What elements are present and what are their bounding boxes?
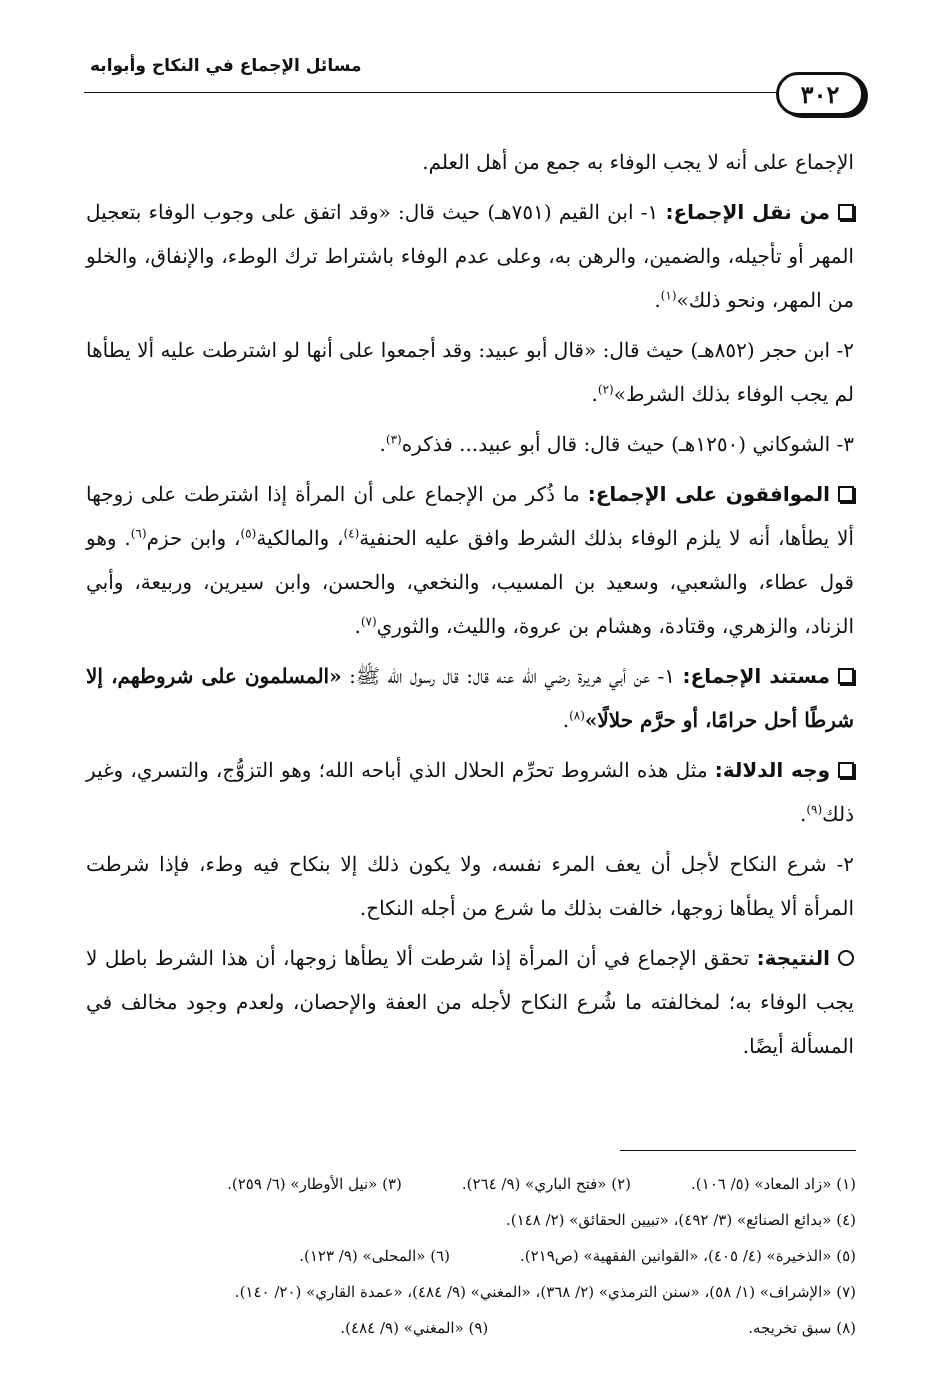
footnote-separator — [620, 1150, 856, 1151]
sentence-end: . — [654, 288, 661, 312]
footnote: (٤) «بدائع الصنائع» (٣/ ٤٩٢)، «تبيين الحقائق» (٢/ ١٤٨). — [505, 1211, 856, 1229]
footnote-ref: (٢) — [597, 382, 614, 397]
sentence-end: . — [379, 432, 386, 456]
paragraph-text: الإجماع على أنه لا يجب الوفاء به جمع من أهل العلم. — [422, 150, 854, 174]
square-bullet-icon — [838, 668, 854, 684]
footnote-ref: (١) — [660, 288, 677, 303]
square-bullet-icon — [838, 204, 854, 220]
footnote-ref: (٧) — [360, 614, 377, 629]
section-heading: مستند الإجماع: — [682, 664, 830, 688]
running-title: مسائل الإجماع في النكاح وأبوابه — [90, 56, 362, 76]
section-heading: النتيجة: — [756, 946, 831, 970]
hadith-quote: «المسلمون على شروطهم، إلا شرطًا أحل حرامًا، أو حرَّم حلالًا» — [86, 664, 854, 732]
paragraph-text: . وهو قول عطاء، والشعبي، وسعيد بن المسيب، والنخعي، والحسن، وابن سيرين، وربيعة، وأبي الزناد، والزهري، وقتادة، وهشام بن عروة، والليث، والثوري — [86, 526, 854, 638]
sentence-end: . — [799, 802, 807, 826]
paragraph-result — [86, 936, 854, 1068]
footnote: (٢) «فتح الباري» (٩/ ٢٦٤). — [461, 1175, 632, 1193]
footnote-line — [100, 1310, 856, 1346]
circle-bullet-icon — [838, 950, 854, 966]
footnotes — [100, 1166, 856, 1346]
paragraph-evidence — [86, 748, 854, 836]
footnote-ref: (٤) — [343, 526, 360, 541]
paragraph-intro — [86, 140, 854, 184]
paragraph-second-evidence — [86, 842, 854, 930]
square-bullet-icon — [838, 762, 854, 778]
paragraph-text: ، والمالكية — [256, 526, 344, 550]
paragraph-text: ١- عن أبي هريرة رضي الله عنه قال: قال رسول الله ﷺ: — [349, 664, 676, 688]
footnote-ref: (٣) — [385, 432, 402, 447]
footnote-ref: (٩) — [806, 802, 823, 817]
paragraph-agreeing — [86, 472, 854, 648]
paragraph-basis — [86, 654, 854, 742]
footnote-line — [100, 1202, 856, 1238]
paragraph-shawkani — [86, 422, 854, 466]
paragraph-text: تحقق الإجماع في أن المرأة إذا شرطت ألا يطأها زوجها، أن هذا الشرط باطل لا يجب الوفاء به؛ لمخالفته ما شُرع النكاح لأجله من العفة والإحصان، ولعدم وجود مخالف في المسألة أيضًا. — [86, 946, 854, 1058]
paragraph-text: ما ذُكر من الإجماع على أن المرأة إذا اشترطت على زوجها ألا يطأها، أنه لا يلزم الوفاء بذلك الشرط وافق عليه الحنفية — [86, 482, 854, 550]
paragraph-ibn-hajar — [86, 328, 854, 416]
header-rule — [84, 92, 784, 93]
paragraph-text: ٢- شرع النكاح لأجل أن يعف المرء نفسه، ولا يكون ذلك إلا بنكاح فيه وطء، فإذا شرطت المرأة ألا يطأها زوجها، خالفت بذلك ما شرع من أجله النكاح. — [86, 852, 854, 920]
sentence-end: . — [591, 382, 598, 406]
section-heading: من نقل الإجماع: — [665, 200, 830, 224]
footnote-line — [100, 1166, 856, 1202]
main-text — [86, 140, 854, 1074]
footnote: (٥) «الذخيرة» (٤/ ٤٠٥)، «القوانين الفقهية» (ص٢١٩). — [519, 1247, 856, 1265]
paragraph-transmitters — [86, 190, 854, 322]
footnote-ref: (٨) — [569, 708, 585, 723]
square-bullet-icon — [838, 486, 854, 502]
section-heading: وجه الدلالة: — [714, 758, 830, 782]
paragraph-text: مثل هذه الشروط تحرِّم الحلال الذي أباحه الله؛ وهو التزوُّج، والتسري، وغير ذلك — [86, 758, 854, 826]
footnote: (١) «زاد المعاد» (٥/ ١٠٦). — [691, 1175, 856, 1193]
footnote-ref: (٦) — [130, 526, 147, 541]
section-heading: الموافقون على الإجماع: — [587, 482, 830, 506]
footnote: (٧) «الإشراف» (١/ ٥٨)، «سنن الترمذي» (٢/ ٣٦٨)، «المغني» (٩/ ٤٨٤)، «عمدة القاري» (٢٠/ ١٤٠). — [234, 1283, 856, 1301]
footnote: (٩) «المغني» (٩/ ٤٨٤). — [340, 1319, 489, 1337]
footnote: (٨) سبق تخريجه. — [748, 1319, 856, 1337]
footnote-line — [100, 1274, 856, 1310]
paragraph-text: ٢- ابن حجر (٨٥٢هـ) حيث قال: «قال أبو عبيد: وقد أجمعوا على أنها لو اشترطت عليه ألا يطأها لم يجب الوفاء بذلك الشرط» — [86, 338, 854, 406]
sentence-end: . — [562, 708, 570, 732]
footnote: (٦) «المحلى» (٩/ ١٢٣). — [299, 1247, 450, 1265]
paragraph-text: ٣- الشوكاني (١٢٥٠هـ) حيث قال: قال أبو عبيد... فذكره — [401, 432, 854, 456]
footnote-ref: (٥) — [240, 526, 257, 541]
footnote: (٣) «نيل الأوطار» (٦/ ٢٥٩). — [227, 1175, 402, 1193]
footnote-line — [100, 1238, 856, 1274]
paragraph-text: ، وابن حزم — [146, 526, 241, 550]
sentence-end: . — [354, 614, 361, 638]
paragraph-text: ١- ابن القيم (٧٥١هـ) حيث قال: «وقد اتفق على وجوب الوفاء بتعجيل المهر أو تأجيله، والضمين، والرهن به، وعلى عدم الوفاء باشتراط ترك الوطء، والإنفاق، والخلو من المهر، ونحو ذلك» — [86, 200, 854, 312]
page-number: ٣٠٢ — [776, 72, 864, 116]
